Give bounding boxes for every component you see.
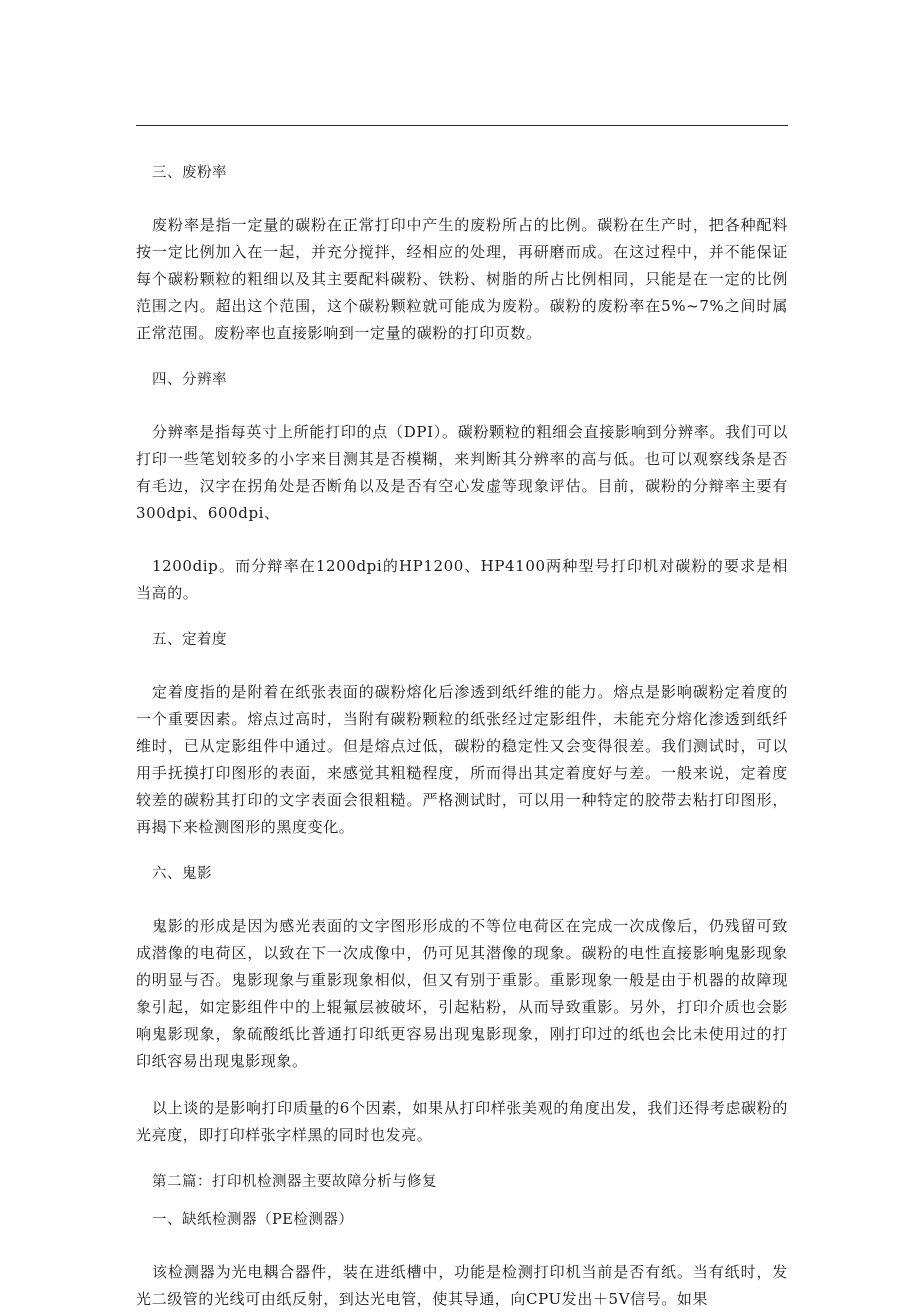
paragraph-fixation: 定着度指的是附着在纸张表面的碳粉熔化后渗透到纸纤维的能力。熔点是影响碳粉定着度的一个重要因素。熔点过高时，当附有碳粉颗粒的纸张经过定影组件，未能充分熔化渗透到纸纤维时，已从定影组件中通过。但是熔点过低，碳粉的稳定性又会变得很差。我们测试时，可以用手抚摸打印图形的表面，来感觉其粗糙程度，所而得出其定着度好与差。一般来说，定着度较差的碳粉其打印的文字表面会很粗糙。严格测试时，可以用一种特定的胶带去粘打印图形，再揭下来检测图形的黑度变化。 xyxy=(136,683,788,836)
document-body xyxy=(136,160,788,1313)
paragraph-waste-rate: 废粉率是指一定量的碳粉在正常打印中产生的废粉所占的比例。碳粉在生产时，把各种配料按一定比例加入在一起，并充分搅拌，经相应的处理，再研磨而成。在这过程中，并不能保证每个碳粉颗粒的粗细以及其主要配料碳粉、铁粉、树脂的所占比例相同，只能是在一定的比例范围之内。超出这个范围，这个碳粉颗粒就可能成为废粉。碳粉的废粉率在5%~7%之间时属正常范围。废粉率也直接影响到一定量的碳粉的打印页数。 xyxy=(136,216,788,342)
section-heading-resolution: 四、分辨率 xyxy=(152,372,227,388)
header-rule xyxy=(136,125,788,126)
section-heading-waste-rate: 三、废粉率 xyxy=(152,165,227,181)
section-heading-paper-sensor: 一、缺纸检测器（PE检测器） xyxy=(152,1212,354,1228)
paragraph-ghosting: 鬼影的形成是因为感光表面的文字图形形成的不等位电荷区在完成一次成像后，仍残留可致成潜像的电荷区，以致在下一次成像中，仍可见其潜像的现象。碳粉的电性直接影响鬼影现象的明显与否。鬼影现象与重影现象相似，但又有别于重影。重影现象一般是由于机器的故障现象引起，如定影组件中的上辊氟层被破坏，引起粘粉，从而导致重影。另外，打印介质也会影响鬼影现象，象硫酸纸比普通打印纸更容易出现鬼影现象，刚打印过的纸也会比未使用过的打印纸容易出现鬼影现象。 xyxy=(136,917,788,1070)
paragraph-resolution: 分辨率是指每英寸上所能打印的点（DPI）。碳粉颗粒的粗细会直接影响到分辨率。我们可以打印一些笔划较多的小字来目测其是否模糊，来判断其分辨率的高与低。也可以观察线条是否有毛边，汉字在拐角处是否断角以及是否有空心发虚等现象评估。目前，碳粉的分辩率主要有300dpi、600dpi、 xyxy=(136,423,788,522)
section-heading-ghosting: 六、鬼影 xyxy=(152,866,212,882)
paragraph-summary: 以上谈的是影响打印质量的6个因素，如果从打印样张美观的角度出发，我们还得考虑碳粉的光亮度，即打印样张字样黑的同时也发亮。 xyxy=(136,1099,788,1144)
paragraph-resolution-continued: 1200dip。而分辩率在1200dpi的HP1200、HP4100两种型号打印机对碳粉的要求是相当高的。 xyxy=(136,557,788,602)
section-heading-fixation: 五、定着度 xyxy=(152,632,227,648)
part-two-title: 第二篇：打印机检测器主要故障分析与修复 xyxy=(152,1174,437,1190)
paragraph-paper-sensor: 该检测器为光电耦合器件，装在进纸槽中，功能是检测打印机当前是否有纸。当有纸时，发光二级管的光线可由纸反射，到达光电管，使其导通，向CPU发出＋5V信号。如果 xyxy=(136,1263,788,1308)
